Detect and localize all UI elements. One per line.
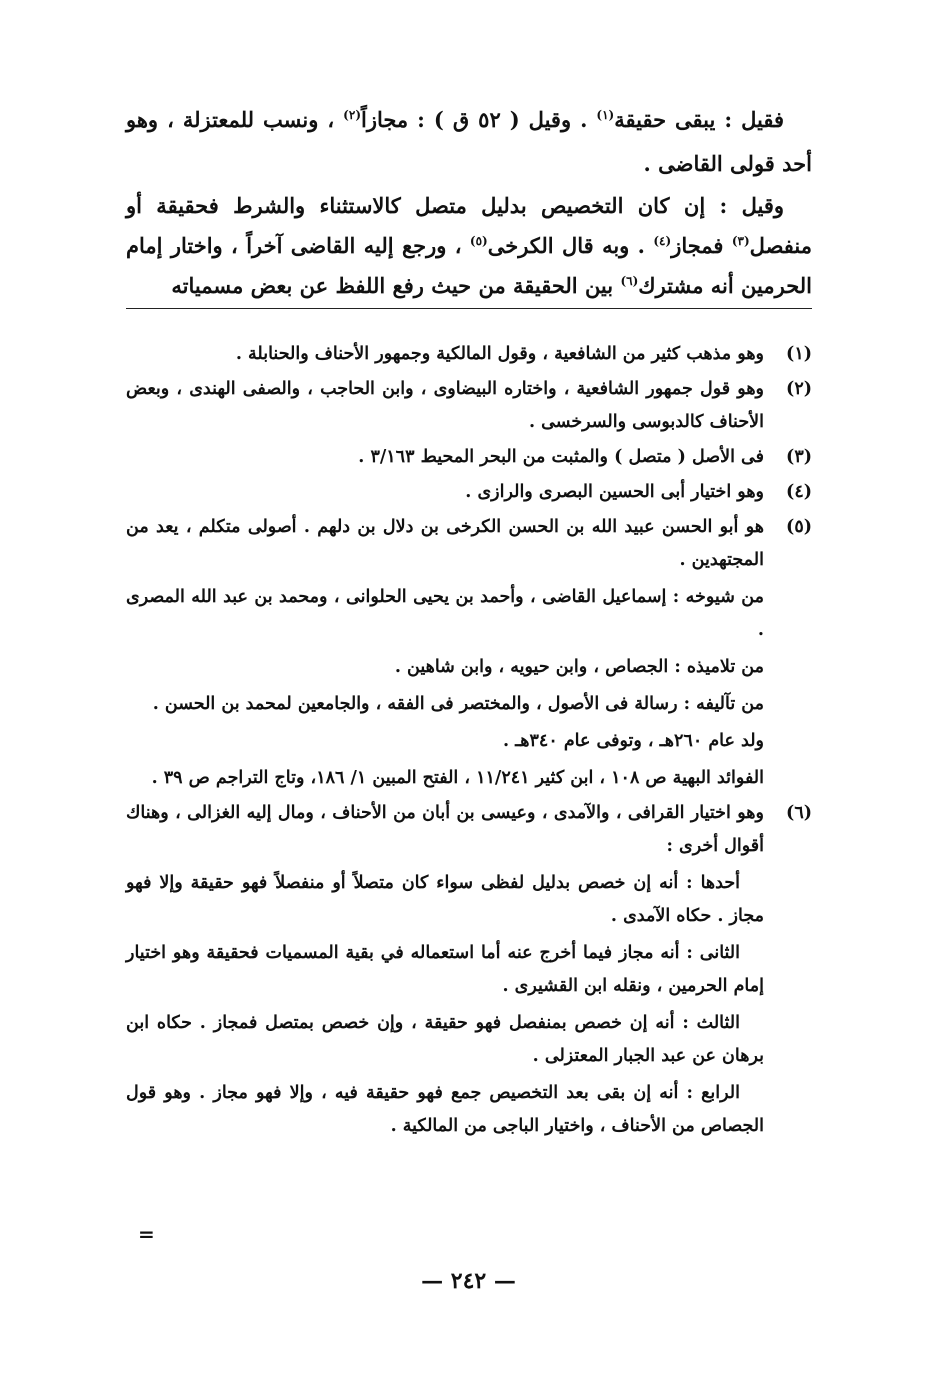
- continuation-mark: =: [138, 1222, 155, 1246]
- footnote-text: وهو قول جمهور الشافعية ، واختاره البيضاوى ، وابن الحاجب ، والصفى الهندى ، وبعض الأحناف كالدبوسى والسرخسى .: [126, 379, 764, 432]
- text-run: . وبه قال الكرخى: [487, 233, 654, 258]
- footnote-body: [126, 797, 764, 1143]
- footnote-text: الرابع : أنه إن بقى بعد التخصيص جمع فهو حقيقة فيه ، وإلا فهو مجاز . وهو قول الجصاص من الأحناف ، واختيار الباجى من المالكية .: [126, 1083, 764, 1136]
- footnote-number: (٣): [786, 447, 812, 467]
- text-run: ، ونسب للمعتزلة ، وهو أحد قولى القاضى .: [126, 107, 812, 176]
- text-run: فقيل : يبقى حقيقة: [614, 107, 785, 132]
- footnote-body: [126, 338, 764, 371]
- footnote-body: [126, 441, 764, 474]
- footnote-text: وهو اختيار أبى الحسين البصرى والرازى .: [465, 482, 764, 502]
- footnote-body: [126, 373, 764, 439]
- text-run: فمجاز: [671, 233, 732, 258]
- text-run: بين الحقيقة من حيث رفع اللفظ عن بعض مسمياته: [171, 273, 621, 298]
- footnote-text: من تلاميذه : الجصاص ، وابن حيويه ، وابن شاهين .: [394, 657, 764, 677]
- footnote-ref-3[interactable]: (٣): [731, 234, 750, 248]
- footnote-4: [126, 476, 812, 509]
- footnote-1: [126, 338, 812, 371]
- footnote-text: هو أبو الحسن عبيد الله بن الحسن الكرخى بن دلال بن دلهم . أصولى متكلم ، يعد من المجتهدين .: [126, 517, 764, 570]
- footnotes: [126, 338, 812, 1145]
- footnote-ref-6[interactable]: (٦): [620, 274, 639, 288]
- main-paragraph-1: [126, 98, 812, 186]
- page-number: — ٢٤٢ —: [421, 1268, 516, 1294]
- footnote-3: [126, 441, 812, 474]
- footnote-5: [126, 511, 812, 795]
- footnote-ref-2[interactable]: (٢): [343, 108, 361, 122]
- footnote-text: من تآليفه : رسالة فى الأصول ، والمختصر فى الفقه ، والجامعين لمحمد بن الحسن .: [152, 694, 764, 714]
- footnote-number: (٢): [786, 379, 812, 399]
- footnote-text: ولد عام ٢٦٠هـ ، وتوفى عام ٣٤٠هـ .: [502, 731, 764, 751]
- footnote-text: من شيوخه : إسماعيل القاضى ، وأحمد بن يحيى الحلوانى ، ومحمد بن عبد الله المصرى .: [126, 587, 764, 640]
- footnote-body: [126, 476, 764, 509]
- footnote-number: (١): [786, 344, 812, 364]
- footnote-text: أحدها : أنه إن خصص بدليل لفظى سواء كان متصلاً أو منفصلاً فهو حقيقة وإلا فهو مجاز . حكاه الآمدى .: [126, 873, 764, 926]
- footnote-ref-1[interactable]: (١): [596, 108, 615, 122]
- footnote-ref-4[interactable]: (٤): [653, 234, 672, 248]
- text-run: وقيل : إن كان التخصيص بدليل متصل كالاستثناء والشرط فحقيقة أو منفصل: [126, 193, 812, 258]
- footnote-text: وهو مذهب كثير من الشافعية ، وقول المالكية وجمهور الأحناف والحنابلة .: [235, 344, 764, 364]
- footnote-ref-5[interactable]: (٥): [469, 234, 488, 248]
- footnote-body: [126, 511, 764, 795]
- footnote-number: (٤): [786, 482, 812, 502]
- footnote-number: (٥): [786, 517, 812, 537]
- footnote-text: وهو اختيار القرافى ، والآمدى ، وعيسى بن أبان من الأحناف ، ومال إليه الغزالى ، وهناك أقوال أخرى :: [126, 803, 764, 856]
- footnote-6: [126, 797, 812, 1143]
- footnote-2: [126, 373, 812, 439]
- text-run: . وقيل ( ٥٢ ق ) : مجازاً: [361, 107, 597, 132]
- footnote-text: الثالث : أنه إن خصص بمنفصل فهو حقيقة ، وإن خصص بمتصل فمجاز . حكاه ابن برهان عن عبد الجبار المعتزلى .: [126, 1013, 764, 1066]
- footnote-text: فى الأصل ( متصل ) والمثبت من البحر المحيط ٣/١٦٣ .: [358, 447, 764, 467]
- main-paragraph-2: [126, 186, 812, 309]
- text-run: ، ورجع إليه القاضى آخراً ، واختار إمام الحرمين أنه مشترك: [126, 233, 812, 298]
- main-text: [126, 98, 812, 309]
- footnote-text: الثانى : أنه مجاز فيما أخرج عنه أما استعماله في بقية المسميات فحقيقة وهو اختيار إمام الحرمين ، ونقله ابن القشيرى .: [126, 943, 764, 996]
- footnote-text: الفوائد البهية ص ١٠٨ ، ابن كثير ١١/٢٤١ ، الفتح المبين ١/ ١٨٦، وتاج التراجم ص ٣٩ .: [151, 768, 764, 788]
- footnote-number: (٦): [786, 803, 812, 823]
